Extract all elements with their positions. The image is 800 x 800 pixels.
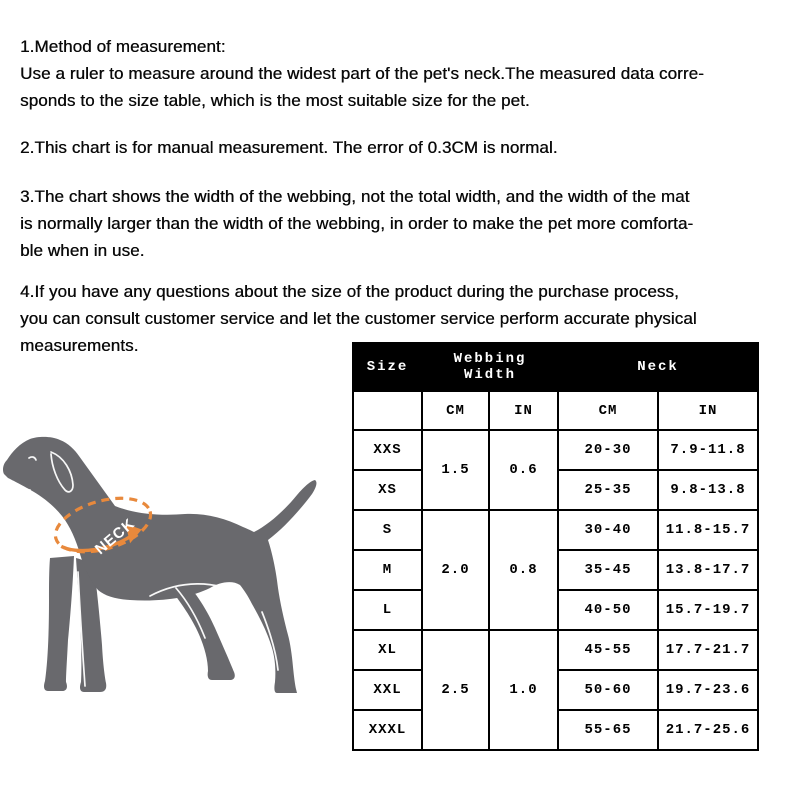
webbing-cm-cell: 1.5 <box>422 430 489 510</box>
neck-in-cell: 19.7-23.6 <box>658 670 758 710</box>
instruction-line: 2.This chart is for manual measurement. The error of 0.3CM is normal. <box>20 138 558 157</box>
table-row-xl <box>353 630 758 670</box>
table-row-xxs <box>353 430 758 470</box>
webbing-in-cell: 0.6 <box>489 430 558 510</box>
size-cell: XXS <box>353 430 422 470</box>
instruction-line: ble when in use. <box>20 241 145 260</box>
instruction-paragraph-2 <box>20 134 788 161</box>
size-cell: L <box>353 590 422 630</box>
neck-in-cell: 7.9-11.8 <box>658 430 758 470</box>
neck-in-cell: 21.7-25.6 <box>658 710 758 750</box>
neck-cm-cell: 20-30 <box>558 430 658 470</box>
webbing-in-header: IN <box>489 391 558 430</box>
neck-cm-cell: 45-55 <box>558 630 658 670</box>
instruction-line: 3.The chart shows the width of the webbing, not the total width, and the width of the mat <box>20 187 690 206</box>
instruction-paragraph-1 <box>20 33 788 114</box>
neck-label: NECK <box>91 515 139 559</box>
neck-cm-header: CM <box>558 391 658 430</box>
size-cell: S <box>353 510 422 550</box>
header-webbing-width: Webbing Width <box>422 343 558 391</box>
dog-measurement-diagram <box>0 430 340 770</box>
neck-in-cell: 13.8-17.7 <box>658 550 758 590</box>
size-table <box>352 342 759 751</box>
size-cell: XXL <box>353 670 422 710</box>
neck-cm-cell: 25-35 <box>558 470 658 510</box>
webbing-cm-header: CM <box>422 391 489 430</box>
webbing-in-cell: 1.0 <box>489 630 558 750</box>
neck-cm-cell: 35-45 <box>558 550 658 590</box>
instruction-line: you can consult customer service and let the customer service perform accurate physical <box>20 309 697 328</box>
instruction-line: measurements. <box>20 336 139 355</box>
webbing-cm-cell: 2.0 <box>422 510 489 630</box>
header-size: Size <box>353 343 422 391</box>
neck-cm-cell: 50-60 <box>558 670 658 710</box>
size-table-header-row <box>353 343 758 391</box>
instruction-line: sponds to the size table, which is the most suitable size for the pet. <box>20 91 530 110</box>
size-cell: XXXL <box>353 710 422 750</box>
neck-in-cell: 9.8-13.8 <box>658 470 758 510</box>
instruction-line: is normally larger than the width of the webbing, in order to make the pet more comforta- <box>20 214 694 233</box>
dog-silhouette-illustration <box>0 430 340 770</box>
size-cell: XL <box>353 630 422 670</box>
empty-cell <box>353 391 422 430</box>
webbing-cm-cell: 2.5 <box>422 630 489 750</box>
neck-in-cell: 11.8-15.7 <box>658 510 758 550</box>
instruction-line: 1.Method of measurement: <box>20 37 226 56</box>
size-cell: XS <box>353 470 422 510</box>
neck-cm-cell: 55-65 <box>558 710 658 750</box>
webbing-in-cell: 0.8 <box>489 510 558 630</box>
neck-in-header: IN <box>658 391 758 430</box>
size-table-units-row <box>353 391 758 430</box>
header-neck: Neck <box>558 343 758 391</box>
neck-in-cell: 17.7-21.7 <box>658 630 758 670</box>
instruction-paragraph-3 <box>20 183 788 264</box>
size-cell: M <box>353 550 422 590</box>
instruction-line: Use a ruler to measure around the widest part of the pet's neck.The measured data corre- <box>20 64 704 83</box>
neck-in-cell: 15.7-19.7 <box>658 590 758 630</box>
instruction-line: 4.If you have any questions about the size of the product during the purchase process, <box>20 282 679 301</box>
dog-front-leg-forward <box>44 556 74 691</box>
neck-cm-cell: 40-50 <box>558 590 658 630</box>
table-row-s <box>353 510 758 550</box>
neck-cm-cell: 30-40 <box>558 510 658 550</box>
